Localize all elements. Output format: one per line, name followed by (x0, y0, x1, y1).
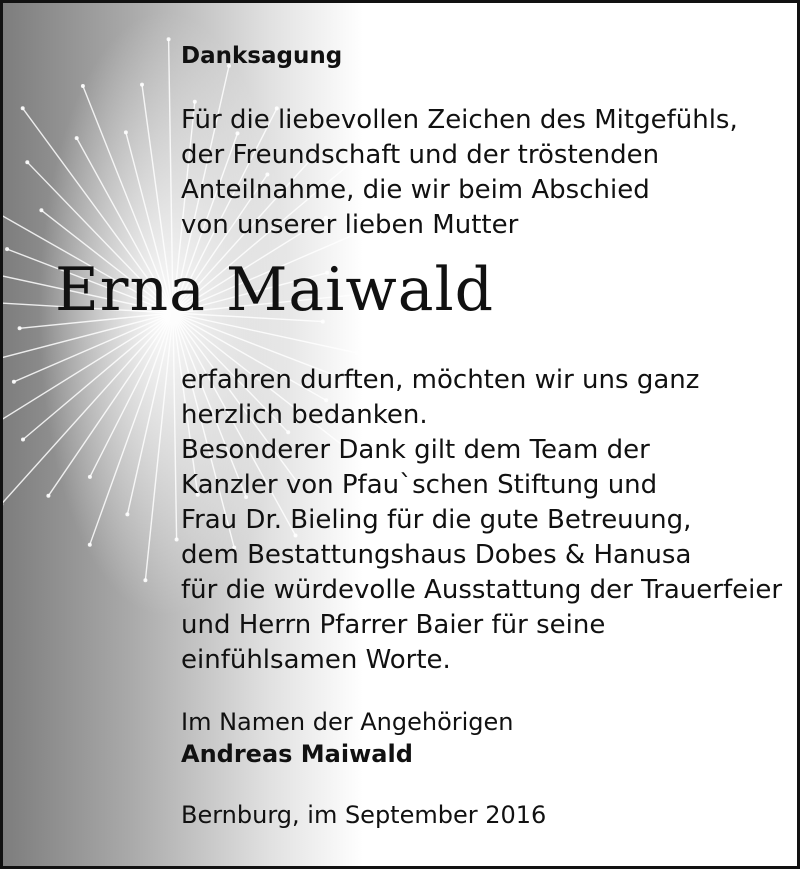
body-paragraph (181, 363, 782, 678)
dandelion-seed (21, 438, 25, 442)
dandelion-seed (140, 83, 144, 87)
dandelion-seed (75, 136, 79, 140)
dandelion-seed (175, 538, 179, 542)
dandelion-seed (143, 578, 147, 582)
dandelion-seed (88, 475, 92, 479)
body-line: Besonderer Dank gilt dem Team der (181, 435, 650, 465)
intro-line: der Freundschaft und der tröstenden (181, 140, 660, 170)
body-line: und Herrn Pfarrer Baier für seine (181, 610, 606, 640)
dandelion-seed (25, 160, 29, 164)
dandelion-seed (18, 326, 22, 330)
dandelion-seed (81, 84, 85, 88)
intro-line: Für die liebevollen Zeichen des Mitgefühls, (181, 105, 738, 135)
dandelion-seed (355, 351, 359, 355)
dandelion-seed (88, 543, 92, 547)
intro-line: Anteilnahme, die wir beim Abschied (181, 175, 650, 205)
intro-paragraph (181, 103, 738, 243)
heading: Danksagung (181, 43, 343, 69)
body-line: für die würdevolle Ausstattung der Trauerfeier (181, 575, 783, 605)
dandelion-seed (125, 512, 129, 516)
place-date: Bernburg, im September 2016 (181, 801, 547, 829)
deceased-name: Erna Maiwald (55, 255, 495, 325)
dandelion-seed (124, 130, 128, 134)
signer-name: Andreas Maiwald (181, 740, 413, 768)
body-line: Kanzler von Pfau`schen Stiftung und (181, 470, 658, 500)
dandelion-seed (5, 247, 9, 251)
dandelion-seed (12, 380, 16, 384)
dandelion-seed (21, 106, 25, 110)
body-line: dem Bestattungshaus Dobes & Hanusa (181, 540, 692, 570)
body-line: erfahren durften, möchten wir uns ganz (181, 365, 700, 395)
body-line: Frau Dr. Bieling für die gute Betreuung, (181, 505, 692, 535)
dandelion-seed (39, 208, 43, 212)
body-line: einfühlsamen Worte. (181, 645, 451, 675)
body-line: herzlich bedanken. (181, 400, 428, 430)
closing-line: Im Namen der Angehörigen (181, 708, 514, 736)
dandelion-seed (46, 494, 50, 498)
intro-line: von unserer lieben Mutter (181, 210, 519, 240)
dandelion-seed (167, 37, 171, 41)
